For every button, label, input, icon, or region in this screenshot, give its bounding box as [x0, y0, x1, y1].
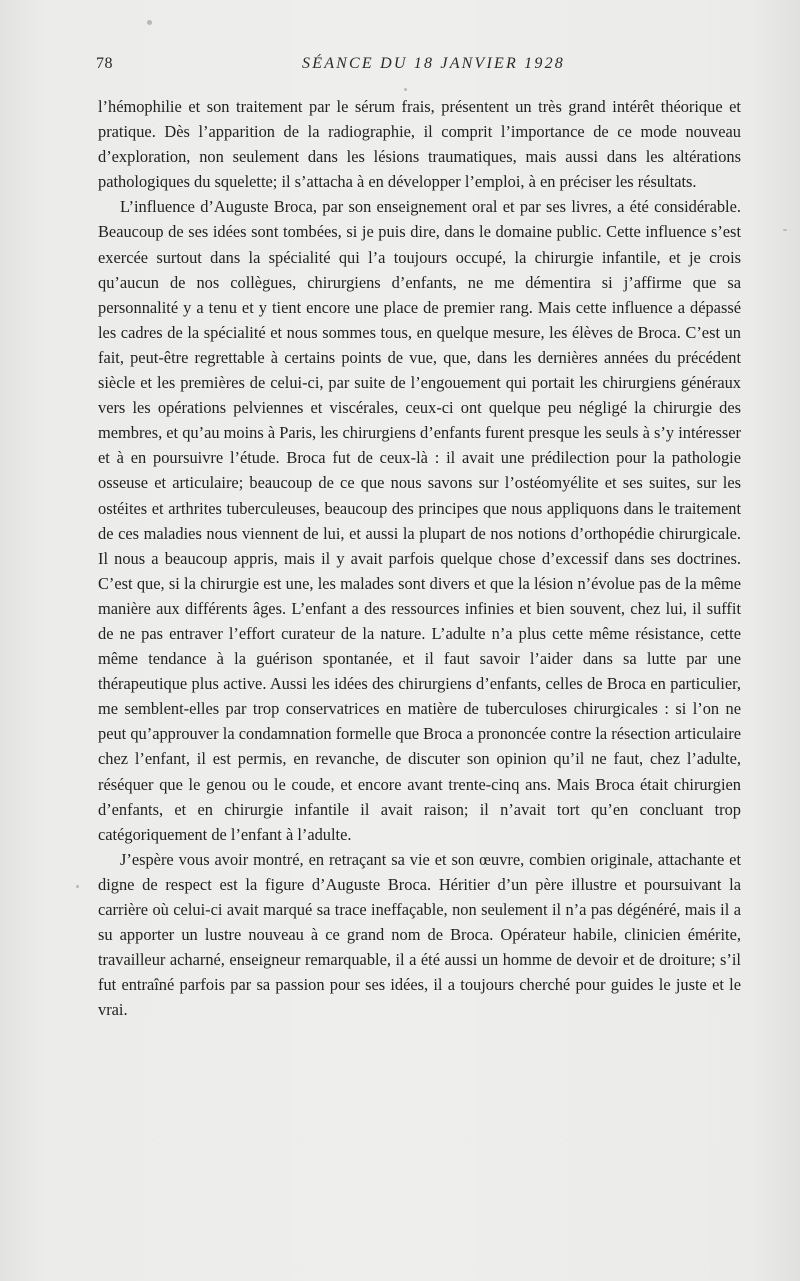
paper-speck: [783, 229, 787, 231]
body-text: [98, 94, 741, 1022]
paper-speck: [147, 20, 152, 25]
page-number: 78: [96, 55, 113, 72]
paragraph: l’hémophilie et son traitement par le sérum frais, présentent un très grand intérêt théorique et pratique. Dès l’apparition de la radiographie, il comprit l’importance de ce mode nouveau d’exploration, non seulement dans les lésions traumatiques, mais aussi dans les altérations pathologiques du squelette; il s’attacha à en développer l’emploi, à en préciser les résultats.: [98, 97, 741, 192]
running-head: SÉANCE DU 18 JANVIER 1928: [302, 55, 565, 72]
paper-speck: [404, 88, 407, 91]
paragraph: L’influence d’Auguste Broca, par son enseignement oral et par ses livres, a été considérable. Beaucoup de ses idées sont tombées, si je puis dire, dans le domaine public. Cette influence s’est exercée surtout dans la spécialité qui l’a toujours occupé, la chirurgie infantile, et je crois qu’aucun de nos collègues, chirurgiens d’enfants, ne me démentira si j’affirme que sa personnalité y a tenu et y tient encore une place de premier rang. Mais cette influence a dépassé les cadres de la spécialité et nous sommes tous, en quelque mesure, les élèves de Broca. C’est un fait, peut-être regrettable à certains points de vue, que, dans les dernières années du précédent siècle et les premières de celui-ci, par suite de l’engouement qui portait les chirurgiens généraux vers les opérations pelviennes et viscérales, ceux-ci ont quelque peu négligé la chirurgie des membres, et qu’au moins à Paris, les chirurgiens d’enfants furent presque les seuls à s’y intéresser et à en poursuivre l’étude. Broca fut de ceux-là : il avait une prédilection pour la pathologie osseuse et articulaire; beaucoup de ce que nous savons sur l’ostéomyélite et ses suites, sur les ostéites et arthrites tuberculeuses, beaucoup des principes que nous appliquons dans le traitement de ces maladies nous viennent de lui, et aussi la plupart de nos notions d’orthopédie chirurgicale. Il nous a beaucoup appris, mais il y avait parfois quelque chose d’excessif dans ses doctrines. C’est que, si la chirurgie est une, les malades sont divers et que la lésion n’évolue pas de la même manière aux différents âges. L’enfant a des ressources infinies et bien souvent, chez lui, il suffit de ne pas entraver l’effort curateur de la nature. L’adulte n’a plus cette même résistance, cette même tendance à la guérison spontanée, et il faut savoir l’aider dans sa lutte par une thérapeutique plus active. Aussi les idées des chirurgiens d’enfants, celles de Broca en particulier, me semblent-elles par trop conservatrices en matière de tuberculoses chirurgicales : si l’on ne peut qu’approuver la condamnation formelle que Broca a prononcée contre la résection articulaire chez l’enfant, il est permis, en revanche, de discuter son opinion qu’il ne faut, chez l’adulte, réséquer que le genou ou le coude, et encore avant trente-cinq ans. Mais Broca était chirurgien d’enfants, et en chirurgie infantile il avait raison; il n’avait tort qu’en concluant trop catégoriquement de l’enfant à l’adulte.: [98, 197, 741, 844]
paragraph: J’espère vous avoir montré, en retraçant sa vie et son œuvre, combien originale, attachante et digne de respect est la figure d’Auguste Broca. Héritier d’un père illustre et poursuivant la carrière où celui-ci avait marqué sa trace ineffaçable, non seulement il n’a pas dégénéré, mais il a su apporter un lustre nouveau à ce grand nom de Broca. Opérateur habile, clinicien émérite, travailleur acharné, enseigneur remarquable, il a été aussi un homme de devoir et de droiture; s’il fut entraîné parfois par sa passion pour ses idées, il a toujours cherché pour guides le juste et le vrai.: [98, 849, 741, 1020]
page-header: [96, 55, 741, 79]
paper-speck: [76, 885, 79, 888]
